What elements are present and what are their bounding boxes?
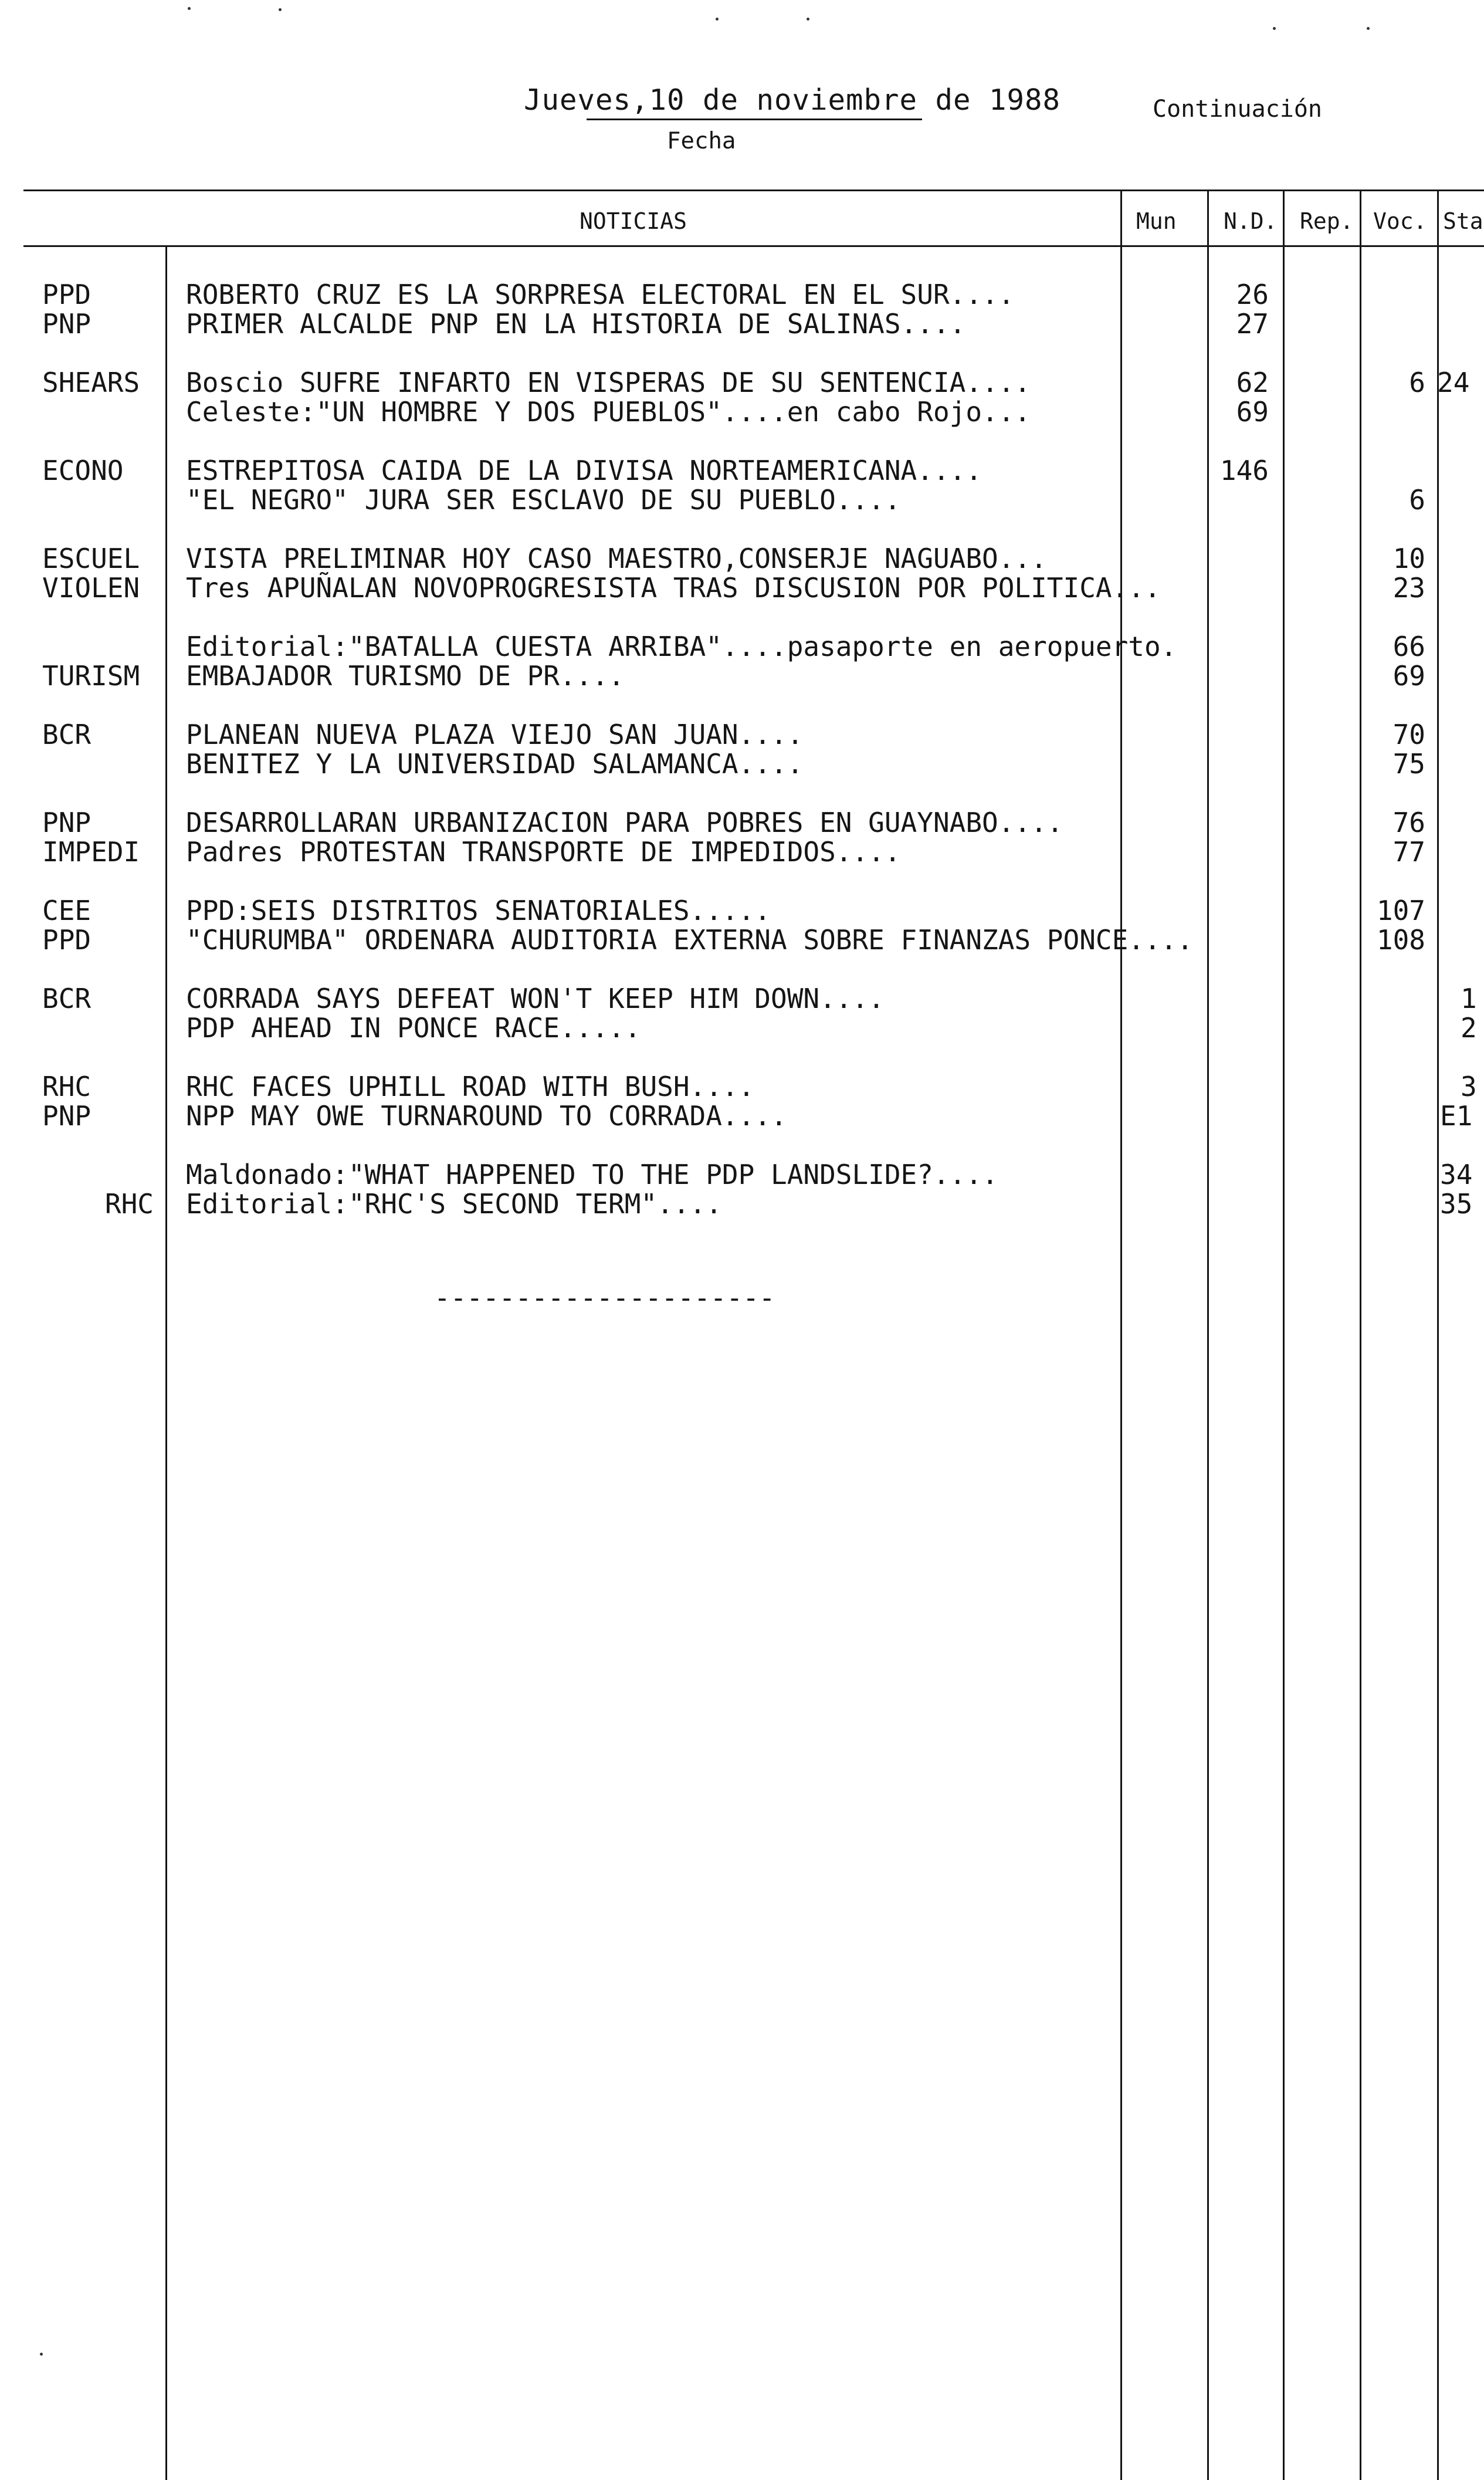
footer-separator: --------------------- <box>434 1282 775 1314</box>
row-sta-value: 1 <box>1461 983 1477 1014</box>
row-voc-value: 66 <box>1392 631 1425 662</box>
row-category: BCR <box>42 719 92 750</box>
row-headline: VISTA PRELIMINAR HOY CASO MAESTRO,CONSERJE NAGUABO... <box>186 543 1047 574</box>
table-top-rule <box>23 190 1484 191</box>
row-sta-value: E1 <box>1440 1100 1473 1132</box>
row-headline: BENITEZ Y LA UNIVERSIDAD SALAMANCA.... <box>186 748 804 780</box>
row-category: ESCUEL <box>42 543 140 574</box>
row-category: CEE <box>42 895 92 926</box>
scan-speck <box>279 8 282 11</box>
row-voc-value: 6 <box>1409 367 1425 398</box>
row-headline: Celeste:"UN HOMBRE Y DOS PUEBLOS"....en cabo Rojo... <box>186 396 1031 428</box>
row-headline: PDP AHEAD IN PONCE RACE..... <box>186 1012 641 1044</box>
row-voc-value: 76 <box>1392 807 1425 838</box>
col-header-voc: Voc. <box>1373 208 1427 234</box>
row-headline: Editorial:"RHC'S SECOND TERM".... <box>186 1188 722 1220</box>
row-voc-value: 6 <box>1409 484 1425 516</box>
table-header-rule <box>23 245 1484 247</box>
row-voc-value: 108 <box>1376 924 1425 956</box>
row-headline: EMBAJADOR TURISMO DE PR.... <box>186 660 625 692</box>
row-category: PNP <box>42 1100 92 1132</box>
row-category: PNP <box>42 308 92 340</box>
continuation-label: Continuación <box>1153 96 1322 123</box>
col-header-mun: Mun <box>1136 208 1177 234</box>
scan-speck <box>1367 27 1370 30</box>
row-headline: "CHURUMBA" ORDENARA AUDITORIA EXTERNA SOBRE FINANZAS PONCE.... <box>186 924 1194 956</box>
row-voc-value: 75 <box>1392 748 1425 780</box>
scan-speck <box>716 18 719 21</box>
report-date: Jueves,10 de noviembre de 1988 <box>524 83 1061 117</box>
row-headline: ESTREPITOSA CAIDA DE LA DIVISA NORTEAMERICANA.... <box>186 455 982 486</box>
row-category: SHEARS <box>42 367 140 398</box>
scan-speck <box>807 18 809 21</box>
row-category: IMPEDI <box>42 836 140 868</box>
scan-speck <box>188 7 191 10</box>
row-voc-value: 70 <box>1392 719 1425 750</box>
row-headline: NPP MAY OWE TURNAROUND TO CORRADA.... <box>186 1100 787 1132</box>
row-voc-value: 107 <box>1376 895 1425 926</box>
row-voc-value: 77 <box>1392 836 1425 868</box>
divider-sta <box>1437 190 1439 2480</box>
row-headline: Maldonado:"WHAT HAPPENED TO THE PDP LANDSLIDE?.... <box>186 1159 998 1190</box>
row-voc-value: 23 <box>1392 572 1425 604</box>
row-category: ECONO <box>42 455 124 486</box>
row-sta-value: 3 <box>1461 1071 1477 1102</box>
col-header-sta: Sta <box>1443 208 1483 234</box>
row-nd-value: 27 <box>1236 308 1269 340</box>
row-headline: DESARROLLARAN URBANIZACION PARA POBRES EN GUAYNABO.... <box>186 807 1063 838</box>
row-category: BCR <box>42 983 92 1014</box>
divider-mun <box>1120 190 1122 2480</box>
date-caption: Fecha <box>667 128 736 154</box>
row-nd-value: 62 <box>1236 367 1269 398</box>
divider-category <box>165 246 167 2480</box>
row-nd-value: 146 <box>1219 455 1269 486</box>
row-voc-value: 10 <box>1392 543 1425 574</box>
row-category: PPD <box>42 279 92 310</box>
row-headline: Boscio SUFRE INFARTO EN VISPERAS DE SU SENTENCIA.... <box>186 367 1031 398</box>
row-category: RHC <box>104 1188 154 1220</box>
row-headline: RHC FACES UPHILL ROAD WITH BUSH.... <box>186 1071 755 1102</box>
row-nd-value: 69 <box>1236 396 1269 428</box>
row-headline: Padres PROTESTAN TRANSPORTE DE IMPEDIDOS.... <box>186 836 901 868</box>
divider-voc <box>1360 190 1361 2480</box>
col-header-noticias: NOTICIAS <box>580 208 687 234</box>
row-headline: CORRADA SAYS DEFEAT WON'T KEEP HIM DOWN.... <box>186 983 885 1014</box>
row-headline: PLANEAN NUEVA PLAZA VIEJO SAN JUAN.... <box>186 719 804 750</box>
row-voc-value: 69 <box>1392 660 1425 692</box>
row-sta-value: 24 <box>1437 367 1470 398</box>
row-category: TURISM <box>42 660 140 692</box>
row-sta-value: 35 <box>1440 1188 1473 1220</box>
scan-speck <box>40 2353 43 2356</box>
row-category: VIOLEN <box>42 572 140 604</box>
row-headline: Editorial:"BATALLA CUESTA ARRIBA"....pasaporte en aeropuerto. <box>186 631 1177 662</box>
row-category: PPD <box>42 924 92 956</box>
row-headline: "EL NEGRO" JURA SER ESCLAVO DE SU PUEBLO.... <box>186 484 901 516</box>
row-category: PNP <box>42 807 92 838</box>
row-category: RHC <box>42 1071 92 1102</box>
row-headline: ROBERTO CRUZ ES LA SORPRESA ELECTORAL EN EL SUR.... <box>186 279 1015 310</box>
row-sta-value: 2 <box>1461 1012 1477 1044</box>
row-sta-value: 34 <box>1440 1159 1473 1190</box>
row-headline: Tres APUÑALAN NOVOPROGRESISTA TRAS DISCUSION POR POLITICA... <box>186 572 1161 604</box>
divider-rep <box>1283 190 1285 2480</box>
row-headline: PRIMER ALCALDE PNP EN LA HISTORIA DE SALINAS.... <box>186 308 966 340</box>
col-header-rep: Rep. <box>1300 208 1354 234</box>
date-underline <box>587 119 922 120</box>
col-header-nd: N.D. <box>1224 208 1278 234</box>
row-nd-value: 26 <box>1236 279 1269 310</box>
row-headline: PPD:SEIS DISTRITOS SENATORIALES..... <box>186 895 771 926</box>
divider-nd <box>1207 190 1209 2480</box>
scan-speck <box>1273 27 1276 30</box>
